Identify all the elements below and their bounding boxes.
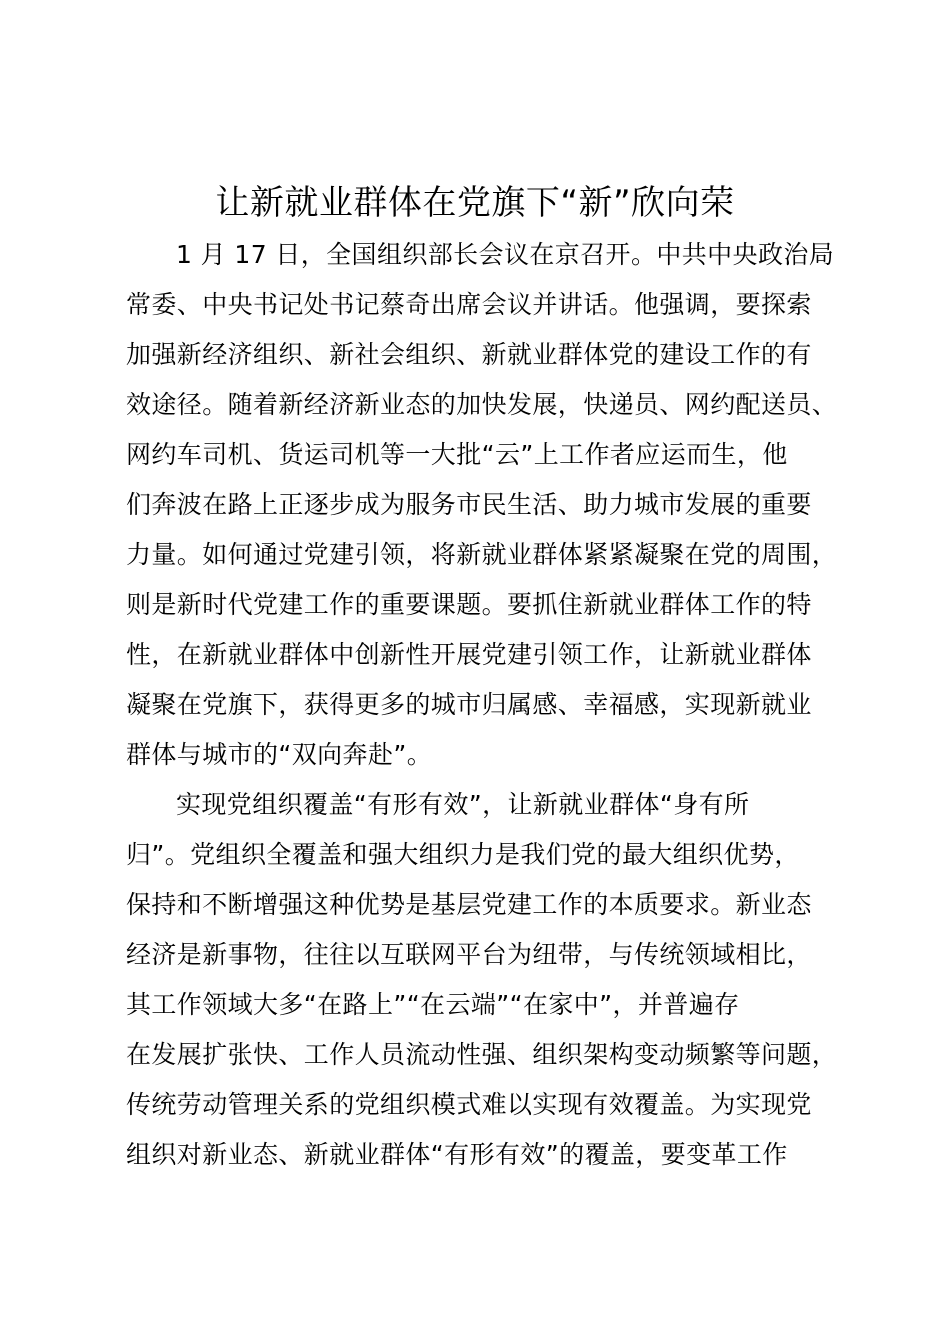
paragraph-line: 实现党组织覆盖“有形有效”，让新就业群体“身有所 bbox=[176, 790, 750, 819]
paragraph-line: 们奔波在路上正逐步成为服务市民生活、助力城市发展的重要 bbox=[126, 490, 812, 519]
paragraph-line: 经济是新事物，往往以互联网平台为纽带，与传统领域相比， bbox=[126, 940, 812, 969]
paragraph-line: 常委、中央书记处书记蔡奇出席会议并讲话。他强调，要探索 bbox=[126, 290, 812, 319]
paragraph-line: 归”。党组织全覆盖和强大组织力是我们党的最大组织优势， bbox=[126, 840, 800, 869]
paragraph bbox=[126, 230, 846, 780]
paragraph-line: 性，在新就业群体中创新性开展党建引领工作，让新就业群体 bbox=[126, 640, 812, 669]
document-title: 让新就业群体在党旗下“新”欣向荣 bbox=[215, 183, 735, 223]
paragraph-line: 在发展扩张快、工作人员流动性强、组织架构变动频繁等问题， bbox=[126, 1040, 838, 1069]
paragraph-line: 力量。如何通过党建引领，将新就业群体紧紧凝聚在党的周围， bbox=[126, 540, 838, 569]
paragraph-line: 组织对新业态、新就业群体“有形有效”的覆盖，要变革工作 bbox=[126, 1140, 788, 1169]
paragraph-line: 1 月 17 日，全国组织部长会议在京召开。中共中央政治局 bbox=[176, 240, 835, 269]
paragraph-line: 传统劳动管理关系的党组织模式难以实现有效覆盖。为实现党 bbox=[126, 1090, 812, 1119]
paragraph bbox=[126, 780, 846, 1180]
paragraph-line: 群体与城市的“双向奔赴”。 bbox=[126, 740, 433, 769]
paragraph-line: 凝聚在党旗下，获得更多的城市归属感、幸福感，实现新就业 bbox=[126, 690, 812, 719]
paragraph-line: 网约车司机、货运司机等一大批“云”上工作者应运而生，他 bbox=[126, 440, 788, 469]
paragraph-line: 效途径。随着新经济新业态的加快发展，快递员、网约配送员、 bbox=[126, 390, 838, 419]
paragraph-line: 则是新时代党建工作的重要课题。要抓住新就业群体工作的特 bbox=[126, 590, 812, 619]
paragraph-line: 其工作领域大多“在路上”“在云端”“在家中”，并普遍存 bbox=[126, 990, 740, 1019]
paragraph-line: 保持和不断增强这种优势是基层党建工作的本质要求。新业态 bbox=[126, 890, 812, 919]
paragraph-line: 加强新经济组织、新社会组织、新就业群体党的建设工作的有 bbox=[126, 340, 812, 369]
